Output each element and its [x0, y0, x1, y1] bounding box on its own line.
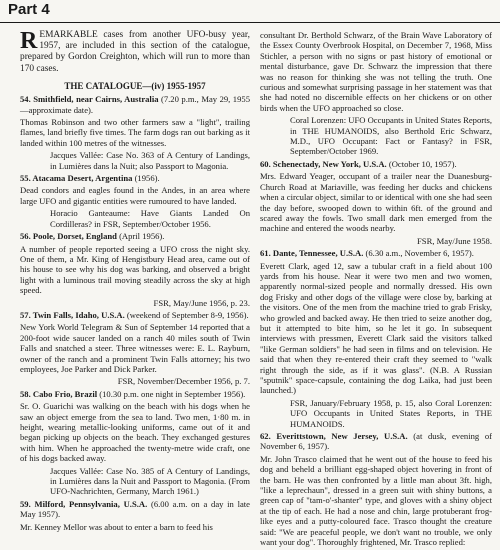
entry-body: Mrs. Edward Yeager, occupant of a trailer near the Duanesburg-Church Road at Mariaville, was feeding her ducks and chickens when a circular object, similar to or identical with one she had seen the day before, swooped down to within 6ft. of the ground and scared away the fowls. Two small dark men emerged from the machine and entered the woods nearby. — [260, 171, 492, 234]
entry-source: FSR, May/June 1956, p. 23. — [153, 297, 250, 308]
left-column — [20, 30, 250, 534]
entry-body: Mr. Kenney Mellor was about to enter a barn to feed his — [20, 521, 213, 532]
entry-body: New York World Telegram & Sun of September 14 reported that a 200-foot wide saucer landed on a ranch 40 miles south of Twin Falls and snatched a steer. Three witnesses were: E. L. Rayburn, owner of the ranch and a prominent Twin Falls attorney; his two employees, Joe Parker and Dick Parker. — [20, 322, 250, 374]
entry-55 — [20, 173, 250, 183]
entry-date: (6.00 a.m. on a day in late May 1957). — [20, 498, 250, 520]
entry-source: FSR, May/June 1958. — [417, 235, 492, 246]
part-title: Part 4 — [8, 1, 50, 18]
entry-source: Jacques Vallée: Case No. 385 of A Century of Landings, in Lumières dans la Nuit and Passport to Magonia. (From UFO-Nachrichten, Germany, March 1961.) — [50, 465, 250, 497]
entry-title: 58. Cabo Frio, Brazil — [20, 388, 98, 399]
entry-date: (October 10, 1957). — [386, 158, 457, 169]
entry-54 — [20, 94, 250, 115]
entry-body: Everett Clark, aged 12, saw a tubular craft in a field about 100 yards from his house. Near it were two men and two women, apparently normal-sized people and normally dressed. His own dog Frisky and other dogs of the village were close by, barking at the visitors. One of the men from the machine tried to grab Frisky, who growled and backed away. He then tried to seize another dog, but it attempted to bite him, so he let it go. In subsequent interviews with pressmen, Everett Clark said the visitors talked "like German soldiers" he had seen in films and on television. He said that when they re-entered their craft they seemed to "walk right through the side, as if it was glass". (N.B. A Russian "sputnik" space-capsule, containing the dog Laika, had just been launched.) — [260, 260, 492, 396]
entry-body: consultant Dr. Berthold Schwarz, of the Brain Wave Laboratory of the Essex County Overbrook Hospital, on December 7, 1968, Miss Stichler, a person with no signs or past history of emotional or mental disturbance, gave Dr. Schwarz the impression that there was no reason for thinking she was not telling the truth. One curious and somewhat surprising passage in her statement was that she had noted no discernible effects on her chickens or on other birds when the UFO approached so close. — [260, 30, 492, 113]
entry-61 — [260, 248, 492, 258]
entry-59 — [20, 499, 250, 520]
entry-source: FSR, January/February 1958, p. 15, also Coral Lorenzen: UFO Occupants in United States Reports, in THE HUMANOIDS. — [290, 397, 492, 429]
intro-text: EMARKABLE cases from another UFO-busy year, 1957, are included in this section of the catalogue, prepared by Gordon Creighton, which will run to more than 170 cases. — [20, 30, 250, 74]
entry-58 — [20, 389, 250, 399]
entry-title: 61. Dante, Tennessee, U.S.A. — [260, 248, 364, 259]
entry-date: (7.20 p.m., May 29, 1955—approximate date). — [20, 94, 250, 115]
intro-paragraph — [20, 30, 250, 75]
entry-date: (6.30 a.m., November 6, 1957). — [363, 248, 474, 259]
entry-date: (April 1956). — [116, 231, 165, 242]
entry-date: (weekend of September 8-9, 1956). — [124, 309, 249, 320]
entry-title: 57. Twin Falls, Idaho, U.S.A. — [20, 309, 125, 320]
drop-cap: R — [20, 28, 38, 54]
entry-source: Jacques Vallée: Case No. 363 of A Century of Landings, in Lumières dans la Nuit; also Passport to Magonia. — [50, 150, 250, 171]
entry-date: (at dusk, evening of November 6, 1957). — [260, 431, 492, 452]
entry-source: FSR, November/December 1956, p. 7. — [117, 376, 250, 387]
entry-title: 62. Everittstown, New Jersey, U.S.A. — [260, 431, 408, 442]
entry-62 — [260, 431, 492, 452]
entry-title: 54. Smithfield, near Cairns, Australia — [20, 94, 159, 105]
entry-body: Thomas Robinson and two other farmers saw a "light", trailing flames, land briefly five times. The farm dogs ran out barking as it landed within 100 metres of the witnesses. — [20, 117, 250, 148]
entry-source: Coral Lorenzen: UFO Occupants in United States Reports, in THE HUMANOIDS, also Berthold Eric Schwarz, M.D., UFO Occupant: Fact or Fantasy? in FSR, September/October 1969. — [290, 115, 492, 157]
entry-title: 55. Atacama Desert, Argentina — [20, 173, 133, 184]
entry-body: Mr. John Trasco claimed that he went out of the house to feed his dog and beheld a brilliant egg-shaped object hovering in front of the barn. He was then confronted by a little man about 3ft. high, "like a leprechaun", dressed in a green suit with shiny buttons, a green cap of "tam-o'-shanter" type, and gloves with a shiny object at the tip of each. He had a nose and chin, large protuberant frog-like eyes and a putty-coloured face. Trasco thought the creature said: "We are peaceful people, we don't want no trouble, we only want your dog". Thoroughly frightened, Mr. Trasco replied: — [260, 453, 492, 548]
entry-body: A number of people reported seeing a UFO cross the night sky. One of them, a Mr. King of Hengistbury Head area, came out of his house to see why his dog was barking, and observed a bright light with a luminous trail moving steadily across the sky at high speed. — [20, 243, 250, 296]
right-column — [260, 30, 492, 550]
entry-source: Horacio Ganteaume: Have Giants Landed On Cordilleras? in FSR, September/October 1956. — [50, 208, 250, 229]
entry-date: (10.30 p.m. one night in September 1956). — [97, 388, 246, 399]
entry-body: Sr. O. Guarichi was walking on the beach with his dogs when he saw an object emerge from the sea to land. Two men, 1·80 m. in height, wearing metallic-looking uniforms, came out of it and began picking up objects on the beach. They exchanged gestures with him. When he approached the twenty-metre wide craft, one of his dogs backed away. — [20, 401, 250, 464]
entry-title: 60. Schenectady, New York, U.S.A. — [260, 158, 387, 169]
entry-title: 59. Milford, Pennsylvania, U.S.A. — [20, 498, 148, 509]
part-header-bar — [0, 0, 500, 23]
entry-date: (1956). — [132, 173, 160, 184]
entry-57 — [20, 310, 250, 320]
section-heading: THE CATALOGUE—(iv) 1955-1957 — [64, 80, 206, 91]
entry-title: 56. Poole, Dorset, England — [20, 231, 117, 242]
entry-body: Dead condors and eagles found in the Andes, in an area where large UFO and gigantic entities were rumoured to have landed. — [20, 185, 250, 206]
entry-56 — [20, 231, 250, 241]
entry-60 — [260, 159, 492, 169]
